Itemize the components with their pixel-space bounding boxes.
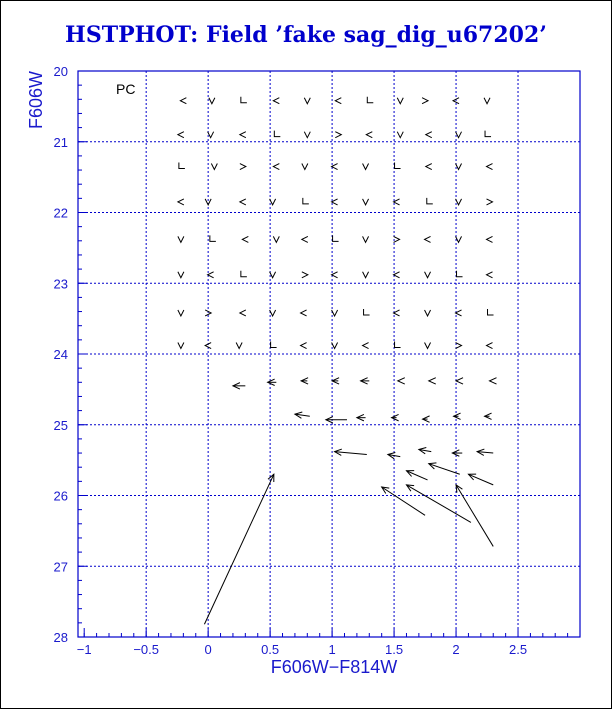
shift-arrow — [490, 378, 497, 384]
error-glyph — [241, 271, 247, 277]
error-glyph — [240, 132, 246, 138]
shift-arrow — [429, 378, 436, 384]
plot-area — [78, 71, 580, 637]
shift-arrow — [388, 452, 400, 458]
error-glyph — [273, 236, 279, 242]
error-glyph — [397, 98, 403, 104]
error-glyph — [487, 236, 493, 242]
y-tick-label: 23 — [53, 276, 68, 292]
shift-arrow — [268, 379, 277, 385]
error-glyph — [274, 131, 280, 137]
error-glyph — [427, 198, 433, 204]
shift-arrow — [452, 450, 462, 456]
error-glyph — [210, 235, 216, 241]
error-glyph — [304, 132, 310, 138]
arrow-shaft — [456, 485, 493, 547]
error-glyph — [364, 309, 370, 315]
chart-title: HSTPHOT: Field ’fake sag_dig_u67202’ — [65, 22, 547, 48]
y-tick-label: 20 — [53, 64, 68, 79]
arrow-shaft — [468, 474, 493, 485]
shift-arrow — [419, 448, 431, 454]
arrow-head — [382, 487, 390, 494]
arrow-head — [406, 485, 414, 491]
error-glyph — [303, 198, 309, 204]
error-glyph — [241, 97, 247, 103]
x-tick-label: 0 — [204, 642, 212, 657]
error-glyph — [363, 343, 369, 349]
error-glyph — [425, 236, 431, 242]
shift-arrow — [233, 383, 245, 389]
error-glyph — [178, 199, 184, 205]
shift-arrow — [477, 449, 493, 455]
y-tick-label: 27 — [53, 559, 68, 575]
arrow-shaft — [406, 485, 470, 522]
error-glyph — [302, 164, 308, 170]
y-tick-label: 26 — [53, 488, 68, 504]
error-glyph — [395, 163, 401, 169]
shift-arrow — [429, 463, 460, 474]
x-axis-title: F606W−F814W — [270, 657, 398, 677]
error-glyph — [178, 310, 184, 316]
error-glyphs — [178, 97, 494, 349]
error-glyph — [178, 236, 184, 242]
error-glyph — [367, 97, 373, 103]
x-tick-label: 1 — [328, 642, 336, 657]
arrow-shaft — [406, 471, 427, 480]
x-tick-label: −1 — [76, 642, 92, 657]
shift-arrow — [468, 474, 493, 485]
error-glyph — [240, 164, 246, 170]
shift-arrow — [326, 417, 347, 423]
error-glyph — [178, 272, 184, 278]
error-glyph — [488, 309, 494, 315]
error-glyph — [485, 131, 491, 137]
error-glyph — [425, 272, 431, 278]
y-tick-label: 25 — [53, 417, 68, 433]
error-glyph — [366, 132, 372, 138]
arrow-head — [456, 485, 462, 493]
error-glyph — [363, 199, 369, 205]
arrow-head — [456, 378, 463, 384]
error-glyph — [209, 98, 215, 104]
shift-arrow — [406, 485, 470, 522]
error-glyph — [178, 132, 184, 138]
shift-arrow — [335, 449, 367, 455]
x-tick-label: 2.5 — [508, 642, 528, 657]
x-tick-label: 1.5 — [385, 642, 404, 657]
error-glyph — [273, 164, 279, 170]
shift-arrow — [332, 378, 339, 384]
error-glyph — [363, 164, 369, 170]
error-glyph — [457, 271, 463, 277]
shift-arrow — [423, 416, 430, 422]
y-tick-label: 28 — [53, 630, 68, 645]
error-glyph — [487, 343, 493, 349]
arrow-shaft — [382, 487, 425, 515]
error-glyph — [487, 272, 493, 278]
error-glyph — [425, 310, 431, 316]
error-glyph — [422, 98, 428, 104]
arrow-head — [398, 378, 405, 384]
arrow-head — [490, 378, 497, 384]
error-glyph — [484, 98, 490, 104]
shift-arrow — [301, 378, 308, 384]
y-axis-title: F606W — [26, 70, 46, 130]
error-glyph — [363, 236, 369, 242]
arrow-shaft — [429, 464, 460, 475]
shift-arrow — [456, 378, 463, 384]
error-glyph — [335, 132, 341, 138]
y-tick-label: 21 — [53, 134, 68, 150]
error-glyph — [179, 163, 185, 169]
error-glyph — [180, 98, 186, 104]
shift-arrow — [392, 414, 399, 420]
error-glyph — [335, 98, 341, 104]
x-tick-label: −0.5 — [133, 642, 160, 657]
error-glyph — [271, 342, 277, 348]
shift-arrow — [204, 474, 273, 624]
x-tick-label: 2 — [452, 642, 460, 657]
error-glyph — [273, 98, 279, 104]
shift-arrow — [485, 413, 492, 419]
shift-arrow — [454, 413, 461, 419]
error-glyph — [178, 343, 184, 349]
error-glyph — [456, 343, 462, 349]
shift-arrow — [406, 471, 427, 480]
error-glyph — [487, 199, 493, 205]
error-glyph — [302, 272, 308, 278]
arrow-shaft — [204, 474, 273, 624]
error-glyph — [242, 236, 248, 242]
y-tick-label: 22 — [53, 205, 68, 221]
shift-arrows — [204, 378, 496, 625]
shift-arrow — [361, 378, 370, 384]
error-glyph — [236, 343, 242, 349]
error-glyph — [363, 272, 369, 278]
error-glyph — [240, 199, 246, 205]
error-glyph — [211, 164, 217, 170]
arrow-head — [429, 378, 436, 384]
shift-arrow — [398, 378, 405, 384]
y-tick-labels — [54, 64, 68, 645]
panel-label: PC — [116, 81, 136, 97]
x-tick-label: 0.5 — [261, 642, 280, 657]
error-glyph — [395, 342, 401, 348]
shift-arrow — [382, 487, 425, 515]
error-glyph — [304, 98, 310, 104]
grid-lines — [78, 71, 580, 637]
shift-arrow — [357, 414, 366, 420]
error-glyph — [426, 164, 432, 170]
shift-arrow — [295, 412, 310, 418]
error-glyph — [397, 132, 403, 138]
error-glyph — [487, 164, 493, 170]
y-tick-label: 24 — [53, 347, 68, 362]
x-tick-labels — [77, 642, 527, 657]
shift-arrow — [456, 485, 493, 547]
error-glyph — [301, 343, 307, 349]
error-glyph — [426, 132, 432, 138]
error-glyph — [301, 310, 307, 316]
error-glyph — [425, 343, 431, 349]
error-glyph — [302, 236, 308, 242]
error-glyph — [333, 235, 339, 241]
error-glyph — [240, 310, 246, 316]
